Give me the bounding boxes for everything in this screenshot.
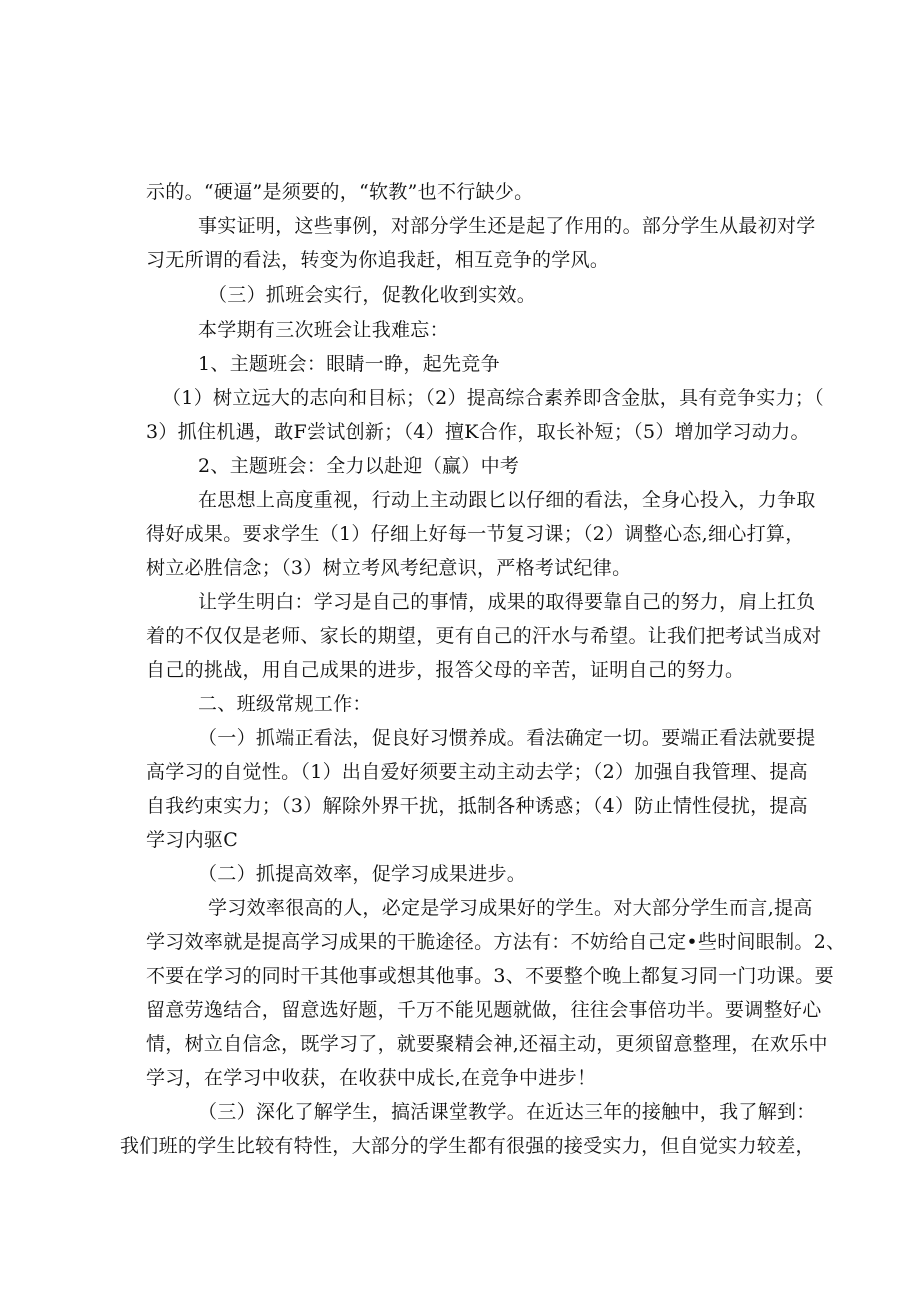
section-heading: （三）抓班会实行，促教化收到实效。 xyxy=(208,284,537,306)
text-line: 树立必胜信念；（3）树立考风考纪意识，严格考试纪律。 xyxy=(146,557,632,579)
text-line: 3）抓住机遇，敢F尝试创新；（4）擅K合作，取长补短；（5）增加学习动力。 xyxy=(146,421,810,443)
text-line: 得好成果。要求学生（1）仔细上好每一节复习课；（2）调整心态,细心打算， xyxy=(146,523,805,545)
text-line: 习无所谓的看法，转变为你追我赶，相互竞争的学风。 xyxy=(146,249,610,271)
text-line: 事实证明，这些事例，对部分学生还是起了作用的。部分学生从最初对学 xyxy=(198,215,816,237)
section-heading: （二）抓提高效率，促学习成果进步。 xyxy=(198,863,527,885)
text-line: 高学习的自觉性。（1）出自爱好须要主动主动去学；（2）加强自我管理、提高 xyxy=(146,761,808,783)
text-line: 让学生明白：学习是自己的事情，成果的取得要靠自己的努力，肩上扛负 xyxy=(198,591,816,613)
text-line: 学习效率就是提高学习成果的干脆途径。方法有：不妨给自己定•些时间眼制。2、 xyxy=(146,931,846,953)
text-line: 我们班的学生比较有特性，大部分的学生都有很强的接受实力，但自觉实力较差， xyxy=(120,1135,815,1157)
text-line: 学习，在学习中收获，在收获中成长,在竞争中进步！ xyxy=(146,1067,597,1089)
text-line: 在思想上高度重视，行动上主动跟匕以仔细的看法，全身心投入，力争取 xyxy=(198,489,816,511)
text-line: 本学期有三次班会让我难忘： xyxy=(198,319,449,341)
section-heading: 二、班级常规工作： xyxy=(198,693,372,715)
text-line: 留意劳逸结合，留意选好题，千万不能见题就做，往往会事倍功半。要调整好心 xyxy=(146,999,822,1021)
text-line: 情，树立自信念，既学习了，就要聚精会神,还福主动，更须留意整理，在欢乐中 xyxy=(146,1033,828,1055)
section-heading: 2、主题班会：全力以赴迎（赢）中考 xyxy=(198,455,520,477)
text-line: 学习效率很高的人，必定是学习成果好的学生。对大部分学生而言,提高 xyxy=(208,897,813,919)
text-line: （1）树立远大的志向和目标；（2）提高综合素养即含金肽，具有竞争实力；（ xyxy=(162,387,824,409)
text-line: 示的。“硬逼”是须要的，“软教”也不行缺少。 xyxy=(146,181,534,203)
text-line: 自己的挑战，用自己成果的进步，报答父母的辛苦，证明自己的努力。 xyxy=(146,659,745,681)
text-line: 不要在学习的同时干其他事或想其他事。3、不要整个晚上都复习同一门功课。要 xyxy=(146,965,834,987)
text-line: 学习内驱C xyxy=(146,829,239,851)
section-heading: （三）深化了解学生，搞活课堂教学。在近达三年的接触中，我了解到： xyxy=(198,1101,816,1123)
text-line: 着的不仅仅是老师、家长的期望，更有自己的汗水与希望。让我们把考试当成对 xyxy=(146,625,822,647)
text-line: （一）抓端正看法，促良好习惯养成。看法确定一切。要端正看法就要提 xyxy=(198,727,816,749)
section-heading: 1、主题班会：眼睛一睁，起先竞争 xyxy=(198,353,500,375)
text-line: 自我约束实力；（3）解除外界干扰，抵制各种诱惑；（4）防止情性侵扰，提高 xyxy=(146,795,808,817)
